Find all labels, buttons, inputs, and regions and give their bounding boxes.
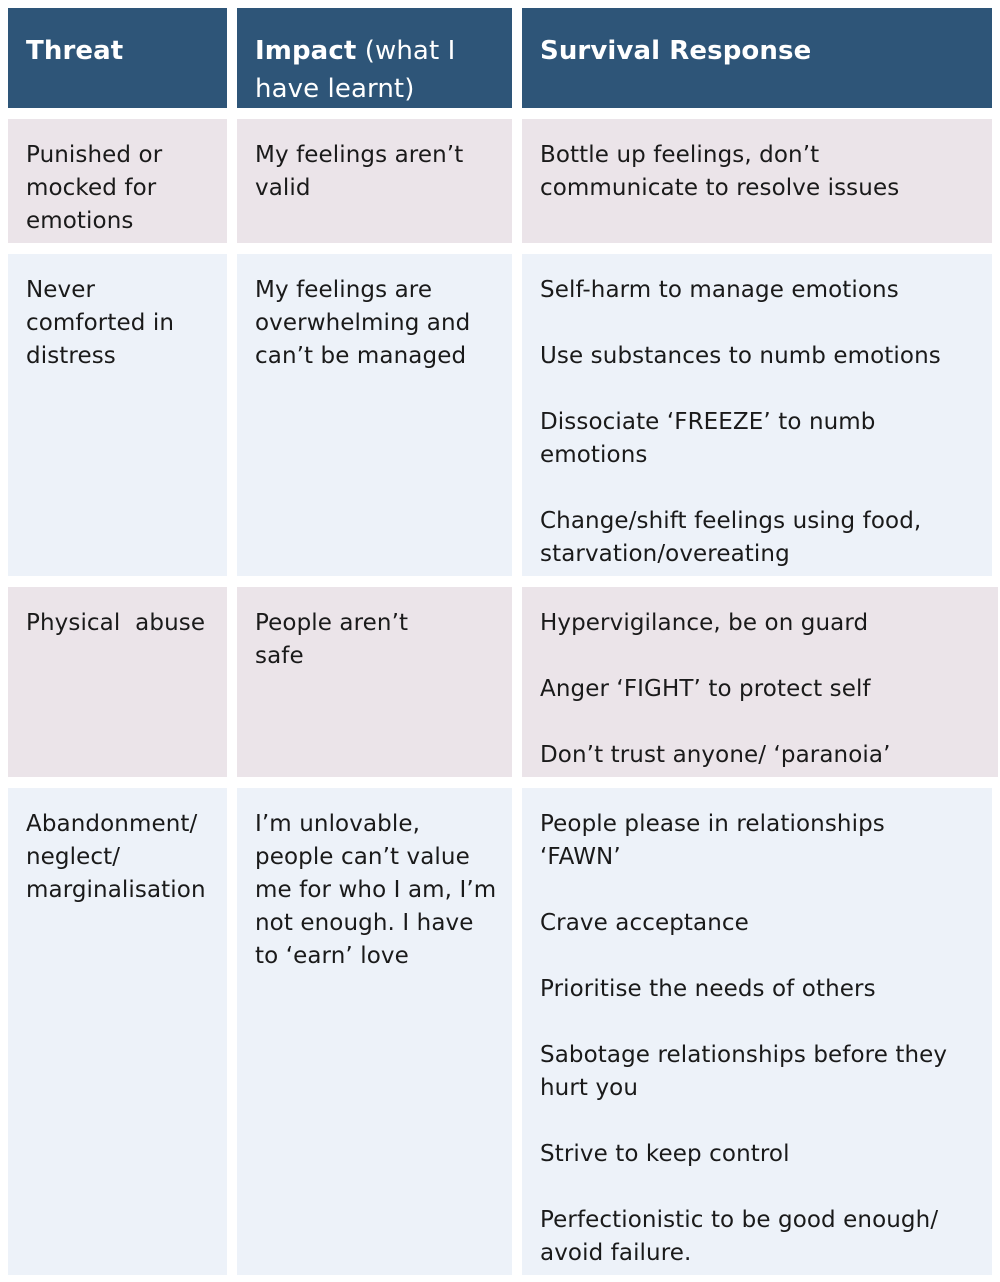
text-line: emotions xyxy=(540,442,648,468)
row-4-threat xyxy=(8,788,227,1275)
response-item xyxy=(540,1039,992,1105)
response-item xyxy=(540,274,992,307)
text-line: hurt you xyxy=(540,1075,638,1101)
response-item xyxy=(540,1204,992,1270)
text-line: people can’t value xyxy=(255,844,470,870)
text-line: Dissociate ‘FREEZE’ to numb xyxy=(540,409,876,435)
text-line: comforted in xyxy=(26,310,174,336)
response-item xyxy=(540,1138,992,1171)
text-line: Change/shift feelings using food, xyxy=(540,508,922,534)
text-line: starvation/overeating xyxy=(540,541,790,567)
text-line: Perfectionistic to be good enough/ xyxy=(540,1207,939,1233)
text-line: Sabotage relationships before they xyxy=(540,1042,948,1068)
text-line: emotions xyxy=(26,208,134,234)
header-threat xyxy=(8,8,227,108)
text-line: communicate to resolve issues xyxy=(540,175,900,201)
response-item xyxy=(540,973,992,1006)
text-line: Strive to keep control xyxy=(540,1141,790,1167)
text-line: Abandonment/ xyxy=(26,811,198,837)
text-line: My feelings aren’t xyxy=(255,142,464,168)
text-line: overwhelming and xyxy=(255,310,471,336)
text-line: ‘FAWN’ xyxy=(540,844,621,870)
row-3-impact xyxy=(237,587,512,777)
text-line: marginalisation xyxy=(26,877,206,903)
header-survival-response xyxy=(522,8,992,108)
response-item xyxy=(540,808,992,874)
text-line: I’m unlovable, xyxy=(255,811,420,837)
header-impact-qualifier-line2: have learnt) xyxy=(255,74,415,104)
text-line: Punished or xyxy=(26,142,163,168)
header-impact-label: Impact xyxy=(255,36,357,66)
row-1-threat xyxy=(8,119,227,243)
text-line: mocked for xyxy=(26,175,157,201)
row-2-impact xyxy=(237,254,512,576)
row-2-threat xyxy=(8,254,227,576)
response-item xyxy=(540,406,992,472)
response-item xyxy=(540,607,998,640)
row-1-impact xyxy=(237,119,512,243)
row-2-responses xyxy=(522,254,992,576)
response-item xyxy=(540,505,992,571)
response-item xyxy=(540,673,998,706)
header-impact xyxy=(237,8,512,108)
header-impact-qualifier: (what I xyxy=(356,36,456,66)
text-line: Don’t trust anyone/ ‘paranoia’ xyxy=(540,742,891,768)
text-line: People aren’t xyxy=(255,610,409,636)
row-1-responses xyxy=(522,119,992,243)
text-line: Hypervigilance, be on guard xyxy=(540,610,869,636)
text-line: Self-harm to manage emotions xyxy=(540,277,899,303)
text-line: Never xyxy=(26,277,96,303)
text-line: Physical abuse xyxy=(26,610,206,636)
row-3-responses xyxy=(522,587,998,777)
row-4-impact xyxy=(237,788,512,1275)
header-survival-label: Survival Response xyxy=(540,36,812,66)
response-item xyxy=(540,907,992,940)
text-line: People please in relationships xyxy=(540,811,885,837)
text-line: distress xyxy=(26,343,116,369)
response-item xyxy=(540,340,992,373)
response-item xyxy=(540,739,998,772)
row-3-threat xyxy=(8,587,227,777)
text-line: neglect/ xyxy=(26,844,121,870)
text-line: not enough. I have xyxy=(255,910,474,936)
text-line: to ‘earn’ love xyxy=(255,943,409,969)
text-line: valid xyxy=(255,175,311,201)
text-line: Crave acceptance xyxy=(540,910,749,936)
text-line: can’t be managed xyxy=(255,343,467,369)
text-line: avoid failure. xyxy=(540,1240,692,1266)
text-line: Use substances to numb emotions xyxy=(540,343,941,369)
text-line: Bottle up feelings, don’t xyxy=(540,142,820,168)
response-item xyxy=(540,139,992,205)
text-line: me for who I am, I’m xyxy=(255,877,497,903)
text-line: Prioritise the needs of others xyxy=(540,976,876,1002)
header-threat-label: Threat xyxy=(26,36,124,66)
text-line: safe xyxy=(255,643,304,669)
text-line: My feelings are xyxy=(255,277,433,303)
row-4-responses xyxy=(522,788,992,1275)
text-line: Anger ‘FIGHT’ to protect self xyxy=(540,676,871,702)
